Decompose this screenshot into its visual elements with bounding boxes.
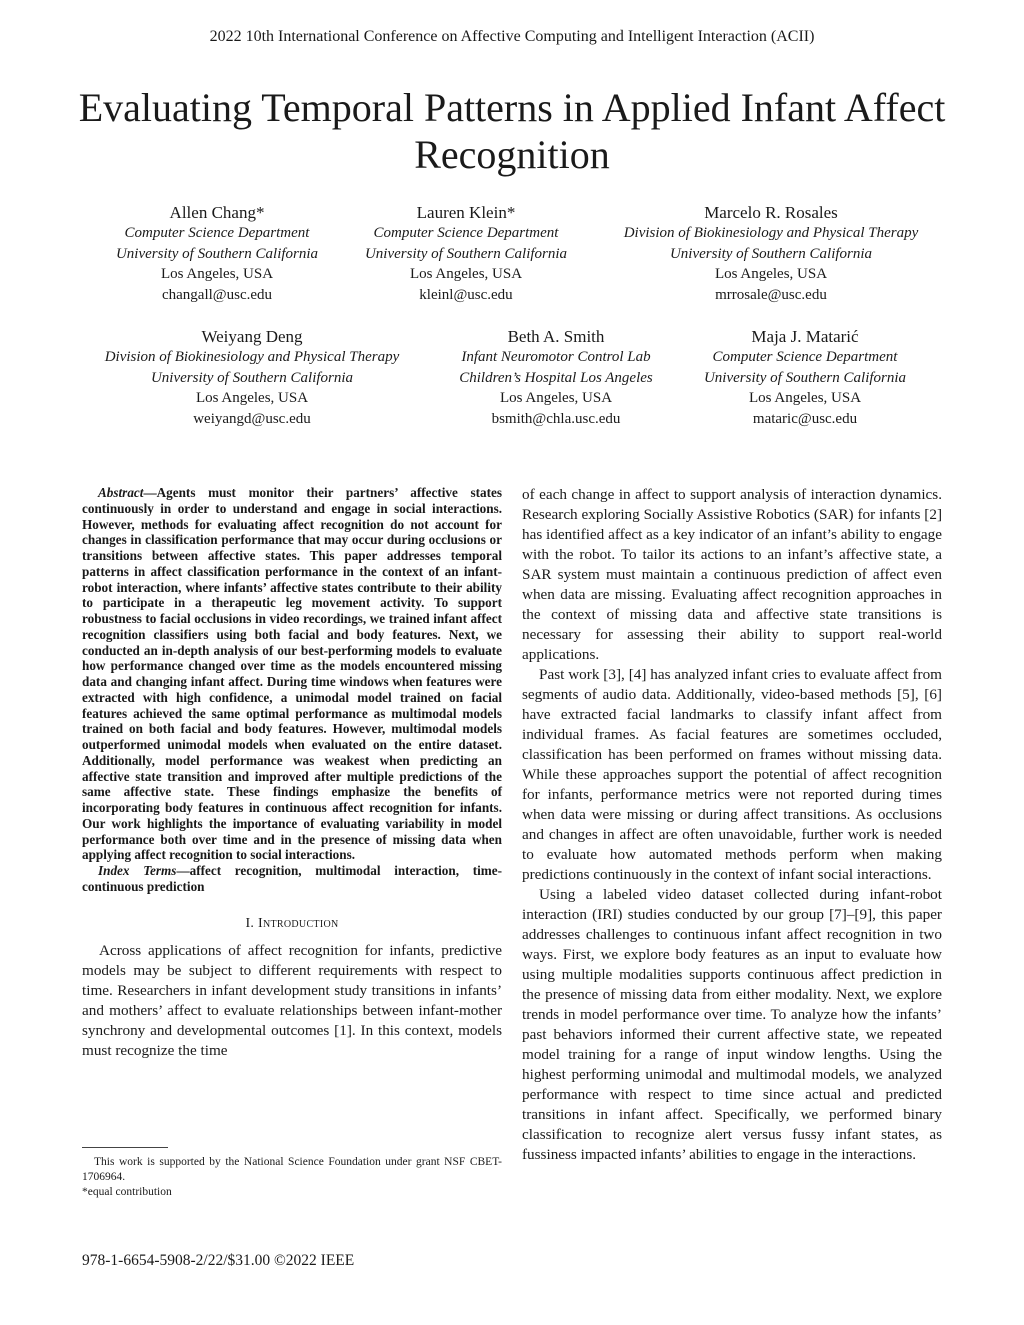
author-institution: Children’s Hospital Los Angeles: [459, 369, 653, 386]
index-terms: [82, 863, 502, 895]
author-email: bsmith@chla.usc.edu: [491, 411, 621, 428]
author-block: [680, 326, 930, 430]
author-department: Division of Biokinesiology and Physical Therapy: [104, 349, 400, 365]
author-institution: University of Southern California: [150, 369, 354, 386]
paper-title: Evaluating Temporal Patterns in Applied Infant Affect Recognition: [78, 85, 946, 177]
author-department: Computer Science Department: [712, 349, 898, 365]
abstract-text: —Agents must monitor their partners’ affective states continuously in order to understand and engage in social interactions. However, methods for evaluating affect recognition do not account for changes in classification performance that may occur during occlusions or transitions between affective states. This paper addresses temporal patterns in affect classification performance in the context of an infant-robot interaction, where infants’ affective states contribute to their ability to participate in a therapeutic leg movement activity. To support robustness to facial occlusions in video recordings, we trained infant affect recognition classifiers using both facial and body features. Next, we conducted an in-depth analysis of our best-performing models to evaluate how performance changed over time as the models encountered missing data and changing infant affect. During time windows when features were extracted with high confidence, a unimodal model trained on facial features achieved the same optimal performance as multimodal models trained on both facial and body features. However, multimodal models outperformed unimodal models when evaluated on the entire dataset. Additionally, model performance was weakest when predicting an affective state transition and improved after multiple predictions of the same affective state. These findings emphasize the benefits of incorporating body features in continuous affect recognition for infants. Our work highlights the importance of evaluating variability in model performance both over time and in the presence of missing data when applying affect recognition to social interactions.: [82, 485, 502, 863]
author-location: Los Angeles, USA: [160, 266, 274, 283]
author-email: weiyangd@usc.edu: [193, 411, 311, 428]
author-department: Computer Science Department: [373, 225, 559, 241]
left-column: [82, 485, 502, 1061]
funding-footnote: This work is supported by the National Science Foundation under grant NSF CBET-1706964.: [82, 1156, 502, 1183]
right-column: [522, 485, 942, 1165]
author-department: Division of Biokinesiology and Physical Therapy: [623, 225, 919, 241]
author-name: Lauren Klein*: [416, 203, 516, 222]
equal-contribution-footnote: *equal contribution: [82, 1186, 172, 1198]
author-email: kleinl@usc.edu: [419, 287, 513, 304]
author-institution: University of Southern California: [703, 369, 907, 386]
author-email: mataric@usc.edu: [752, 411, 858, 428]
author-block: [72, 326, 432, 430]
author-block: [341, 202, 591, 306]
footnote-divider: [82, 1147, 168, 1148]
body-paragraph: Using a labeled video dataset collected during infant-robot interaction (IRI) studies conducted by our group [7]–[9], this paper addresses challenges to continuous infant affect recognition in two ways. First, we explore body features as an input to evaluate how using multiple modalities supports continuous affect prediction in the presence of missing data from either modality. Next, we explore trends in model performance over time. To analyze how the infants’ past behaviors informed their current affective state, we repeated model training for a range of input window lengths. Using the highest performing unimodal and multimodal models, we analyzed performance with respect to time since actual and predicted transitions in infant affect. Specifically, we performed binary classification to recognize alert versus fussy infant states, as fussiness impacted infants’ abilities to engage in the interactions.: [522, 886, 942, 1163]
author-name: Allen Chang*: [169, 203, 265, 222]
index-terms-label: Index Terms: [98, 863, 177, 878]
author-block: [436, 326, 676, 430]
section-title: Introduction: [258, 915, 339, 931]
section-heading-introduction: [82, 915, 502, 933]
author-name: Maja J. Matarić: [751, 327, 859, 346]
conference-header: 2022 10th International Conference on Affective Computing and Intelligent Interaction (ACII): [209, 28, 815, 45]
author-name: Beth A. Smith: [507, 327, 605, 346]
author-location: Los Angeles, USA: [499, 390, 613, 407]
copyright-notice: 978-1-6654-5908-2/22/$31.00 ©2022 IEEE: [82, 1252, 355, 1269]
author-email: mrrosale@usc.edu: [715, 287, 827, 304]
author-block: [596, 202, 946, 306]
abstract: [82, 485, 502, 863]
abstract-label: Abstract: [98, 485, 144, 500]
author-department: Infant Neuromotor Control Lab: [461, 349, 651, 365]
author-location: Los Angeles, USA: [748, 390, 862, 407]
author-name: Weiyang Deng: [201, 327, 303, 346]
index-terms-text: —affect recognition, multimodal interaction, time-continuous prediction: [82, 863, 502, 894]
body-paragraph: of each change in affect to support analysis of interaction dynamics. Research exploring Socially Assistive Robotics (SAR) for infants [2] has identified affect as a key indicator of an infant’s ability to engage with the robot. To tailor its actions to an infant’s affective state, a SAR system must maintain a continuous prediction of affect even when data are missing. Evaluating affect recognition approaches in the context of missing data and affective state transitions is necessary for assessing their ability to support real-world applications.: [522, 486, 942, 663]
author-institution: University of Southern California: [364, 245, 568, 262]
author-department: Computer Science Department: [124, 225, 310, 241]
author-location: Los Angeles, USA: [714, 266, 828, 283]
author-email: changall@usc.edu: [161, 287, 273, 304]
body-paragraph: Across applications of affect recognition for infants, predictive models may be subject to different requirements with respect to time. Researchers in infant development study transitions in infants’ and mothers’ affect to evaluate relationships between infant-mother synchrony and developmental outcomes [1]. In this context, models must recognize the time: [82, 941, 502, 1059]
author-institution: University of Southern California: [115, 245, 319, 262]
author-institution: University of Southern California: [669, 245, 873, 262]
author-location: Los Angeles, USA: [409, 266, 523, 283]
author-location: Los Angeles, USA: [195, 390, 309, 407]
footnotes: [82, 1155, 502, 1200]
author-name: Marcelo R. Rosales: [704, 203, 838, 222]
section-number: I.: [245, 915, 259, 931]
author-block: [92, 202, 342, 306]
body-paragraph: Past work [3], [4] has analyzed infant cries to evaluate affect from segments of audio data. Additionally, video-based methods [5], [6] have extracted facial landmarks to classify infant affect from individual frames. As facial features are sometimes occluded, classification has been performed on frames without missing data. While these approaches support the potential of affect recognition for infants, performance metrics were not reported during times when data were missing or during affect transitions. As occlusions and changes in affect are often unavoidable, further work is needed to evaluate how automated methods perform when making predictions continuously in the context of infant social interactions.: [522, 666, 942, 883]
